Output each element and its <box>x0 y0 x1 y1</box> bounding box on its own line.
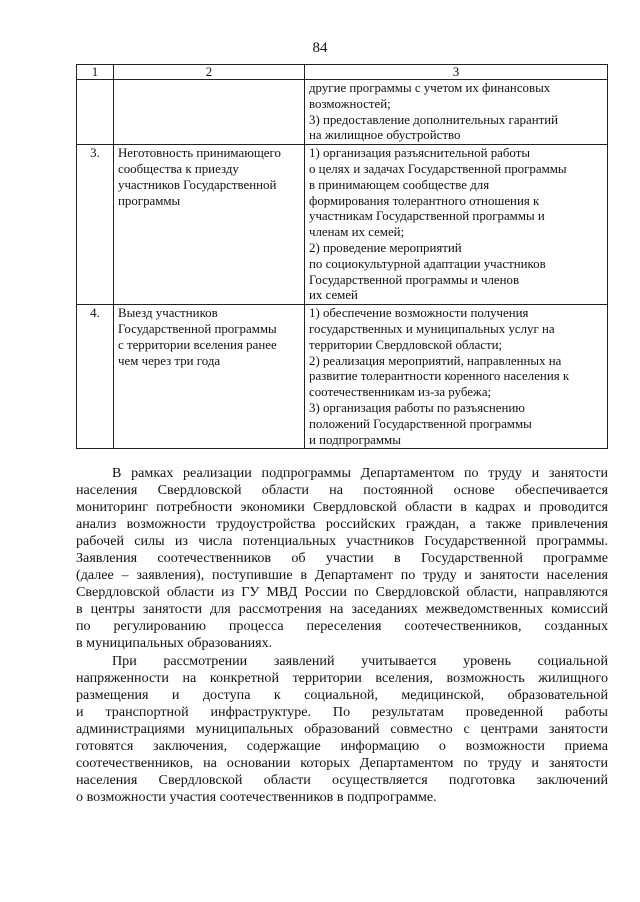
cell-line: Неготовность принимающего <box>118 146 281 161</box>
measures-cell <box>305 145 608 305</box>
cell-line: 3) предоставление дополнительных гарантий <box>309 112 559 127</box>
cell-line: Государственной программы и членов <box>309 272 520 287</box>
cell-line: 1) организация разъяснительной работы <box>309 146 530 161</box>
text-line: по регулированию процесса переселения соотечественников, созданных <box>76 618 608 635</box>
text-line: населения Свердловской области на постоянной основе обеспечивается <box>76 482 608 499</box>
cell-line: 2) проведение мероприятий <box>309 240 462 255</box>
row-number-cell: 4. <box>77 305 114 449</box>
cell-line: по социокультурной адаптации участников <box>309 256 546 271</box>
text-line: Свердловской области из ГУ МВД России по Свердловской области, направляются <box>76 584 608 601</box>
paragraph <box>76 653 608 806</box>
text-line: Заявления соотечественников об участии в Государственной программе <box>76 550 608 567</box>
row-number-cell: 3. <box>77 145 114 305</box>
cell-line: участников Государственной <box>118 177 277 192</box>
cell-line: государственных и муниципальных услуг на <box>309 321 555 336</box>
text-line: соотечественников, на основании которых Департаментом по труду и занятости <box>76 754 608 771</box>
text-line: При рассмотрении заявлений учитывается уровень социальной <box>112 652 608 669</box>
text-line: напряженности на конкретной территории вселения, возможность жилищного <box>76 669 608 686</box>
risk-cell <box>114 305 305 449</box>
cell-line: их семей <box>309 288 358 303</box>
cell-line: и подпрограммы <box>309 432 401 447</box>
text-line: анализ возможности трудоустройства российских граждан, а также привлечения <box>76 516 608 533</box>
text-line: и транспортной инфраструктуре. По результатам проведенной работы <box>76 703 608 720</box>
text-line: администрациями муниципальных образований совместно с центрами занятости <box>76 720 608 737</box>
text-line: населения Свердловской области осуществляется подготовка заключений <box>76 771 608 788</box>
cell-line: 2) реализация мероприятий, направленных на <box>309 353 562 368</box>
cell-line: Выезд участников <box>118 306 218 321</box>
table-header-cell: 3 <box>305 65 608 80</box>
table-header-cell: 1 <box>77 65 114 80</box>
cell-line: программы <box>118 193 181 208</box>
cell-line: формирования толерантного отношения к <box>309 193 540 208</box>
body-text <box>76 465 608 806</box>
risk-measures-table <box>76 64 608 449</box>
table-header-cell: 2 <box>114 65 305 80</box>
paragraph <box>76 465 608 653</box>
cell-line: о целях и задачах Государственной программы <box>309 161 567 176</box>
cell-line: 3) организация работы по разъяснению <box>309 400 525 415</box>
cell-line: другие программы с учетом их финансовых <box>309 81 551 95</box>
cell-line: членам их семей; <box>309 225 405 240</box>
text-line: в муниципальных образованиях. <box>76 635 273 652</box>
measures-cell <box>305 80 608 145</box>
text-line: о возможности участия соотечественников в подпрограмме. <box>76 788 437 805</box>
cell-line: в принимающем сообществе для <box>309 177 490 192</box>
cell-line: возможностей; <box>309 96 391 111</box>
cell-line: чем через три года <box>118 353 221 368</box>
text-line: (далее – заявления), поступившие в Департамент по труду и занятости населения <box>76 567 608 584</box>
cell-line: соотечественникам из-за рубежа; <box>309 385 492 400</box>
page-number: 84 <box>312 40 328 56</box>
table-row <box>77 145 608 305</box>
cell-line: положений Государственной программы <box>309 416 532 431</box>
text-line: размещения и доступа к социальной, медицинской, образовательной <box>76 686 608 703</box>
text-line: В рамках реализации подпрограммы Департаментом по труду и занятости <box>112 465 608 481</box>
cell-line: территории Свердловской области; <box>309 337 503 352</box>
cell-line: 1) обеспечение возможности получения <box>309 306 529 321</box>
cell-line: участникам Государственной программы и <box>309 209 545 224</box>
risk-cell <box>114 145 305 305</box>
cell-line: на жилищное обустройство <box>309 128 461 143</box>
text-line: рабочей силы из числа потенциальных участников Государственной программы. <box>76 533 608 550</box>
cell-line: с территории вселения ранее <box>118 337 277 352</box>
text-line: готовятся заключения, содержащие информацию о возможности приема <box>76 737 608 754</box>
measures-cell <box>305 305 608 449</box>
table-header-row <box>77 65 608 80</box>
risk-cell <box>114 80 305 145</box>
text-line: в центры занятости для рассмотрения на заседаниях межведомственных комиссий <box>76 601 608 618</box>
cell-line: Государственной программы <box>118 321 277 336</box>
table-row <box>77 80 608 145</box>
row-number-cell <box>77 80 114 145</box>
cell-line: развитие толерантности коренного населения к <box>309 369 570 384</box>
table-row <box>77 305 608 449</box>
cell-line: сообщества к приезду <box>118 161 239 176</box>
text-line: мониторинг потребности экономики Свердловской области в кадрах и проводится <box>76 499 608 516</box>
